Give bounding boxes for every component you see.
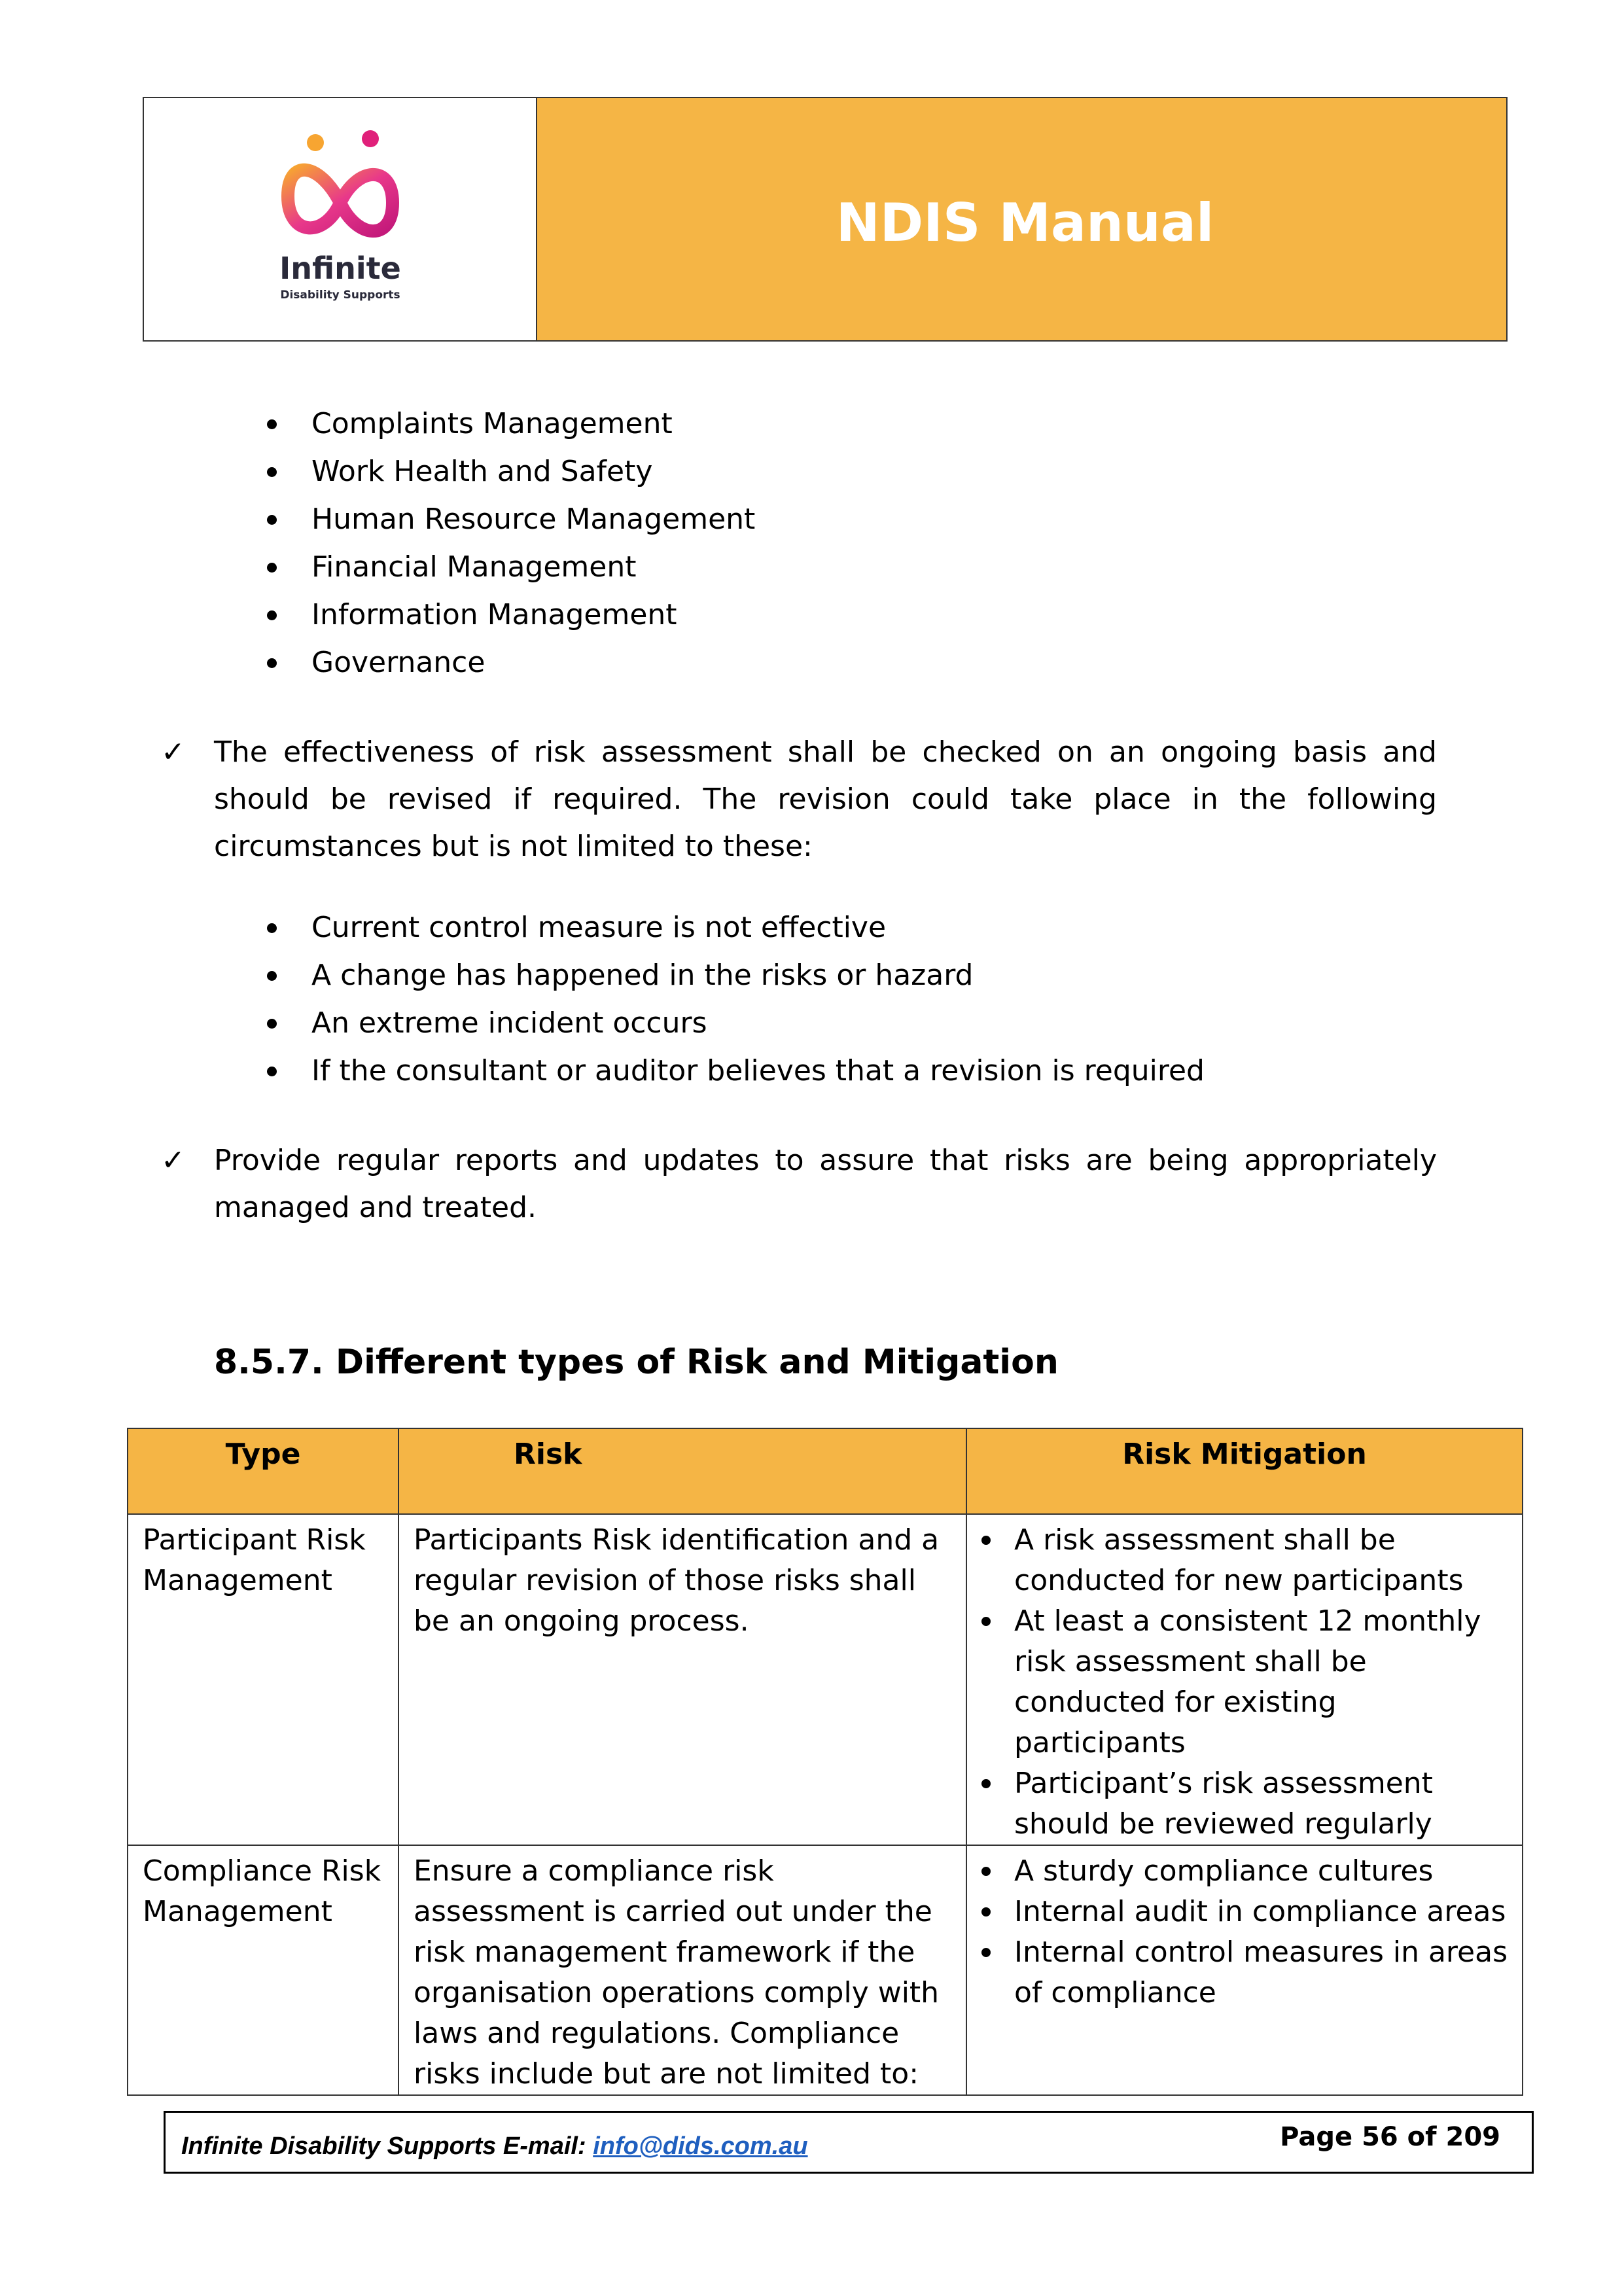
footer-org-label: Infinite Disability Supports E-mail: <box>181 2132 586 2160</box>
email-link[interactable]: info@dids.com.au <box>593 2132 808 2160</box>
bullet-list-middle <box>267 904 1205 1095</box>
cell-risk: Ensure a compliance risk assessment is carried out under the risk management framework if the organisation operations comply with laws and regulations. Compliance risks include but are not limited to: <box>398 1845 966 2095</box>
list-item: At least a consistent 12 monthly risk assessment shall be conducted for existing participants <box>967 1601 1509 1763</box>
page-number: Page 56 of 209 <box>1280 2122 1500 2152</box>
cell-mitigation <box>966 1514 1523 1845</box>
bullet-icon <box>267 610 277 620</box>
bullet-list-top <box>267 400 755 686</box>
risk-table <box>127 1428 1523 2096</box>
bullet-icon <box>267 971 277 981</box>
list-item: A risk assessment shall be conducted for new participants <box>967 1520 1509 1601</box>
bullet-icon <box>981 1907 991 1916</box>
cell-type: Compliance Risk Management <box>128 1845 398 2095</box>
header-type: Type <box>128 1428 398 1514</box>
bullet-icon <box>267 923 277 933</box>
list-item: If the consultant or auditor believes that a revision is required <box>267 1047 1205 1095</box>
bullet-icon <box>267 419 277 429</box>
list-item: Work Health and Safety <box>267 448 755 495</box>
bullet-icon <box>981 1779 991 1788</box>
list-item: Complaints Management <box>267 400 755 448</box>
list-item: A change has happened in the risks or hazard <box>267 951 1205 999</box>
title-cell <box>537 98 1506 340</box>
bullet-icon <box>981 1867 991 1876</box>
list-item: An extreme incident occurs <box>267 999 1205 1047</box>
bullet-icon <box>267 658 277 668</box>
bullet-icon <box>267 1019 277 1029</box>
bullet-icon <box>267 467 277 477</box>
infinite-logo <box>242 124 438 314</box>
section-title: 8.5.7. Different types of Risk and Mitigation <box>214 1343 1059 1382</box>
logo-tagline: Disability Supports <box>279 289 400 302</box>
table-row <box>128 1845 1523 2095</box>
bullet-icon <box>267 515 277 525</box>
list-item: Information Management <box>267 591 755 639</box>
logo-name: Infinite <box>279 251 401 286</box>
list-item: Internal audit in compliance areas <box>967 1892 1509 1932</box>
page-header <box>143 97 1508 342</box>
list-item: Governance <box>267 639 755 686</box>
bullet-icon <box>981 1617 991 1626</box>
page-footer <box>164 2111 1534 2174</box>
bullet-icon <box>267 1067 277 1076</box>
list-item: Participant’s risk assessment should be reviewed regularly <box>967 1763 1509 1845</box>
checkmark-icon: ✓ <box>161 735 185 769</box>
page-title: NDIS Manual <box>836 192 1214 253</box>
mitigation-list <box>967 1851 1509 2013</box>
check-paragraph-1: ✓ The effectiveness of risk assessment shall be checked on an ongoing basis and should be revised if required. The revision could take place in the following circumstances but is not limited to these: <box>161 729 1437 870</box>
list-item: Human Resource Management <box>267 495 755 543</box>
checkmark-icon: ✓ <box>161 1144 185 1177</box>
list-item: Internal control measures in areas of compliance <box>967 1932 1509 2013</box>
mitigation-list <box>967 1520 1509 1845</box>
check-paragraph-2: ✓ Provide regular reports and updates to assure that risks are being appropriately managed and treated. <box>161 1137 1437 1231</box>
table-header-row <box>128 1428 1523 1514</box>
cell-risk: Participants Risk identification and a regular revision of those risks shall be an ongoing process. <box>398 1514 966 1845</box>
header-mitigation: Risk Mitigation <box>966 1428 1523 1514</box>
bullet-icon <box>981 1948 991 1957</box>
list-item: Current control measure is not effective <box>267 904 1205 951</box>
table-row <box>128 1514 1523 1845</box>
logo-cell <box>144 98 537 340</box>
header-risk: Risk <box>398 1428 966 1514</box>
cell-mitigation <box>966 1845 1523 2095</box>
list-item: Financial Management <box>267 543 755 591</box>
bullet-icon <box>981 1536 991 1545</box>
footer-contact <box>181 2132 808 2161</box>
bullet-icon <box>267 563 277 573</box>
list-item: A sturdy compliance cultures <box>967 1851 1509 1892</box>
cell-type: Participant Risk Management <box>128 1514 398 1845</box>
